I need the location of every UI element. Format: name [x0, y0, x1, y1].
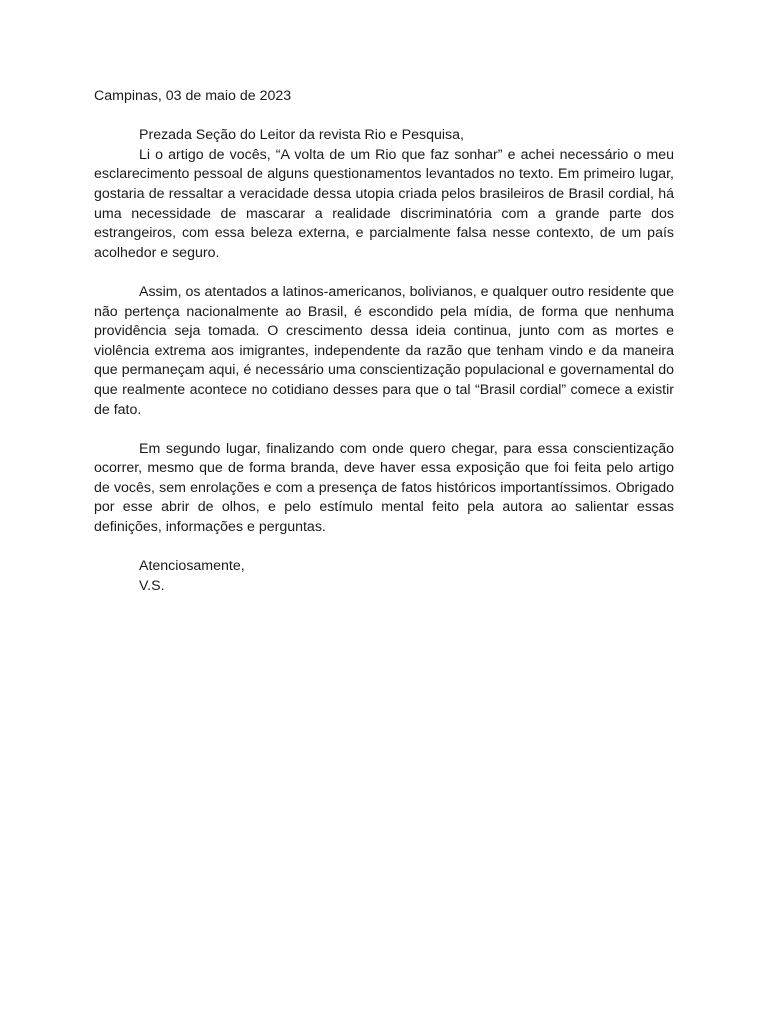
paragraph-spacer: [94, 263, 674, 283]
place-date: Campinas, 03 de maio de 2023: [94, 88, 292, 104]
paragraph-spacer: [94, 420, 674, 440]
signature: V.S.: [139, 577, 165, 594]
paragraph-2: Assim, os atentados a latinos-americanos, bolivianos, e qualquer outro residente que não pertença nacionalmente ao Brasil, é escondido pela mídia, de forma que nenhuma providência seja tomada. O crescimento dessa ideia continua, junto com as mortes e violência extrema aos imigrantes, independente da razão que tenham vindo e da maneira que permaneçam aqui, é necessário uma conscientização populacional e governamental do que realmente acontece no cotidiano desses para que o tal “Brasil cordial” comece a existir de fato.: [94, 283, 674, 418]
closing: Atenciosamente,: [139, 558, 245, 575]
paragraph-spacer: [94, 538, 674, 558]
letter-body: [94, 87, 674, 596]
paragraph-1: Li o artigo de vocês, “A volta de um Rio que faz sonhar” e achei necessário o meu esclarecimento pessoal de alguns questionamentos levantados no texto. Em primeiro lugar, gostaria de ressaltar a veracidade dessa utopia criada pelos brasileiros de Brasil cordial, há uma necessidade de mascarar a realidade discriminatória com a grande parte dos estrangeiros, com essa beleza externa, e parcialmente falsa nesse contexto, de um país acolhedor e seguro.: [94, 146, 674, 261]
paragraph-3: Em segundo lugar, finalizando com onde quero chegar, para essa conscientização ocorrer, mesmo que de forma branda, deve haver essa exposição que foi feita pelo artigo de vocês, sem enrolações e com a presença de fatos históricos importantíssimos. Obrigado por esse abrir de olhos, e pelo estímulo mental feito pela autora ao salientar essas definições, informações e perguntas.: [94, 440, 674, 536]
salutation: Prezada Seção do Leitor da revista Rio e Pesquisa,: [139, 127, 464, 144]
